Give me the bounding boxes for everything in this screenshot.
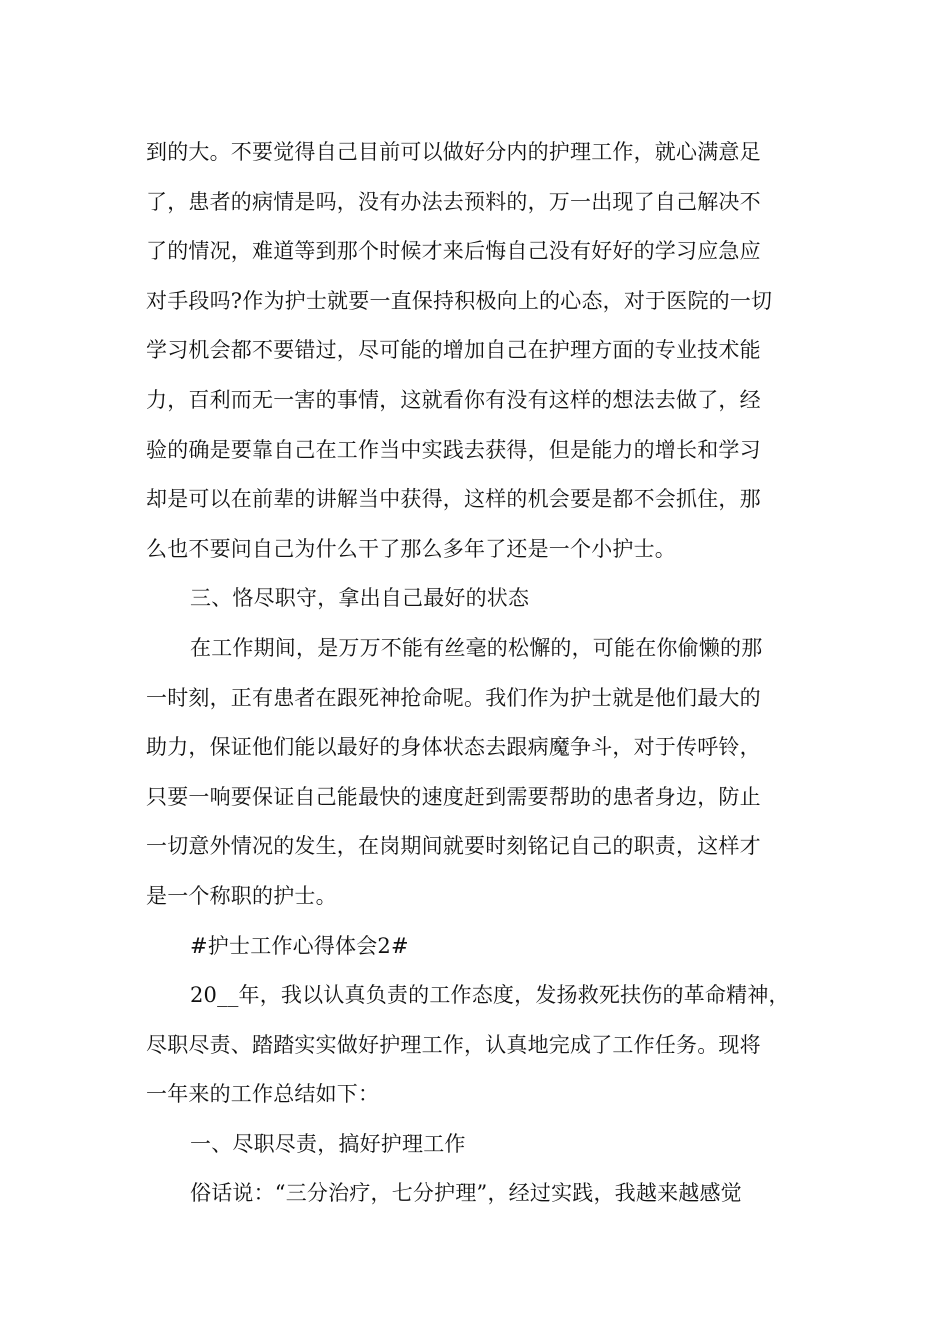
text-line: 对手段吗?作为护士就要一直保持积极向上的心态，对于医院的一切 xyxy=(146,288,773,313)
paragraph-start-line: 在工作期间，是万万不能有丝毫的松懈的，可能在你偷懒的那 xyxy=(190,635,763,660)
text-line: 了，患者的病情是吗，没有办法去预料的，万一出现了自己解决不 xyxy=(146,189,761,214)
text-line: 么也不要问自己为什么干了那么多年了还是一个小护士。 xyxy=(146,536,676,561)
text-line: 助力，保证他们能以最好的身体状态去跟病魔争斗，对于传呼铃， xyxy=(146,735,761,760)
text-line: 却是可以在前辈的讲解当中获得，这样的机会要是都不会抓住，那 xyxy=(146,487,761,512)
text-line: 是一个称职的护士。 xyxy=(146,883,337,908)
text-line: 了的情况，难道等到那个时候才来后悔自己没有好好的学习应急应 xyxy=(146,239,761,264)
text-line: 学习机会都不要错过，尽可能的增加自己在护理方面的专业技术能 xyxy=(146,338,761,363)
text-line: 一时刻，正有患者在跟死神抢命呢。我们作为护士就是他们最大的 xyxy=(146,685,761,710)
document-body xyxy=(146,128,816,1219)
text-line: 验的确是要靠自己在工作当中实践去获得，但是能力的增长和学习 xyxy=(146,437,761,462)
section-heading: 一、尽职尽责，搞好护理工作 xyxy=(190,1131,466,1156)
paragraph-start-line: 俗话说：“三分治疗，七分护理”，经过实践，我越来越感觉 xyxy=(190,1181,742,1206)
paragraph-start-line: 20__年，我以认真负责的工作态度，发扬救死扶伤的革命精神， xyxy=(190,983,790,1008)
article-title: #护士工作心得体会2# xyxy=(190,933,409,958)
text-line: 一切意外情况的发生，在岗期间就要时刻铭记自己的职责，这样才 xyxy=(146,834,761,859)
text-line: 尽职尽责、踏踏实实做好护理工作，认真地完成了工作任务。现将 xyxy=(146,1032,761,1057)
text-line: 到的大。不要觉得自己目前可以做好分内的护理工作，就心满意足 xyxy=(146,140,761,164)
section-heading: 三、恪尽职守，拿出自己最好的状态 xyxy=(190,586,530,611)
text-line: 只要一响要保证自己能最快的速度赶到需要帮助的患者身边，防止 xyxy=(146,784,761,809)
text-line: 一年来的工作总结如下： xyxy=(146,1082,380,1107)
text-line: 力，百利而无一害的事情，这就看你有没有这样的想法去做了，经 xyxy=(146,387,761,412)
